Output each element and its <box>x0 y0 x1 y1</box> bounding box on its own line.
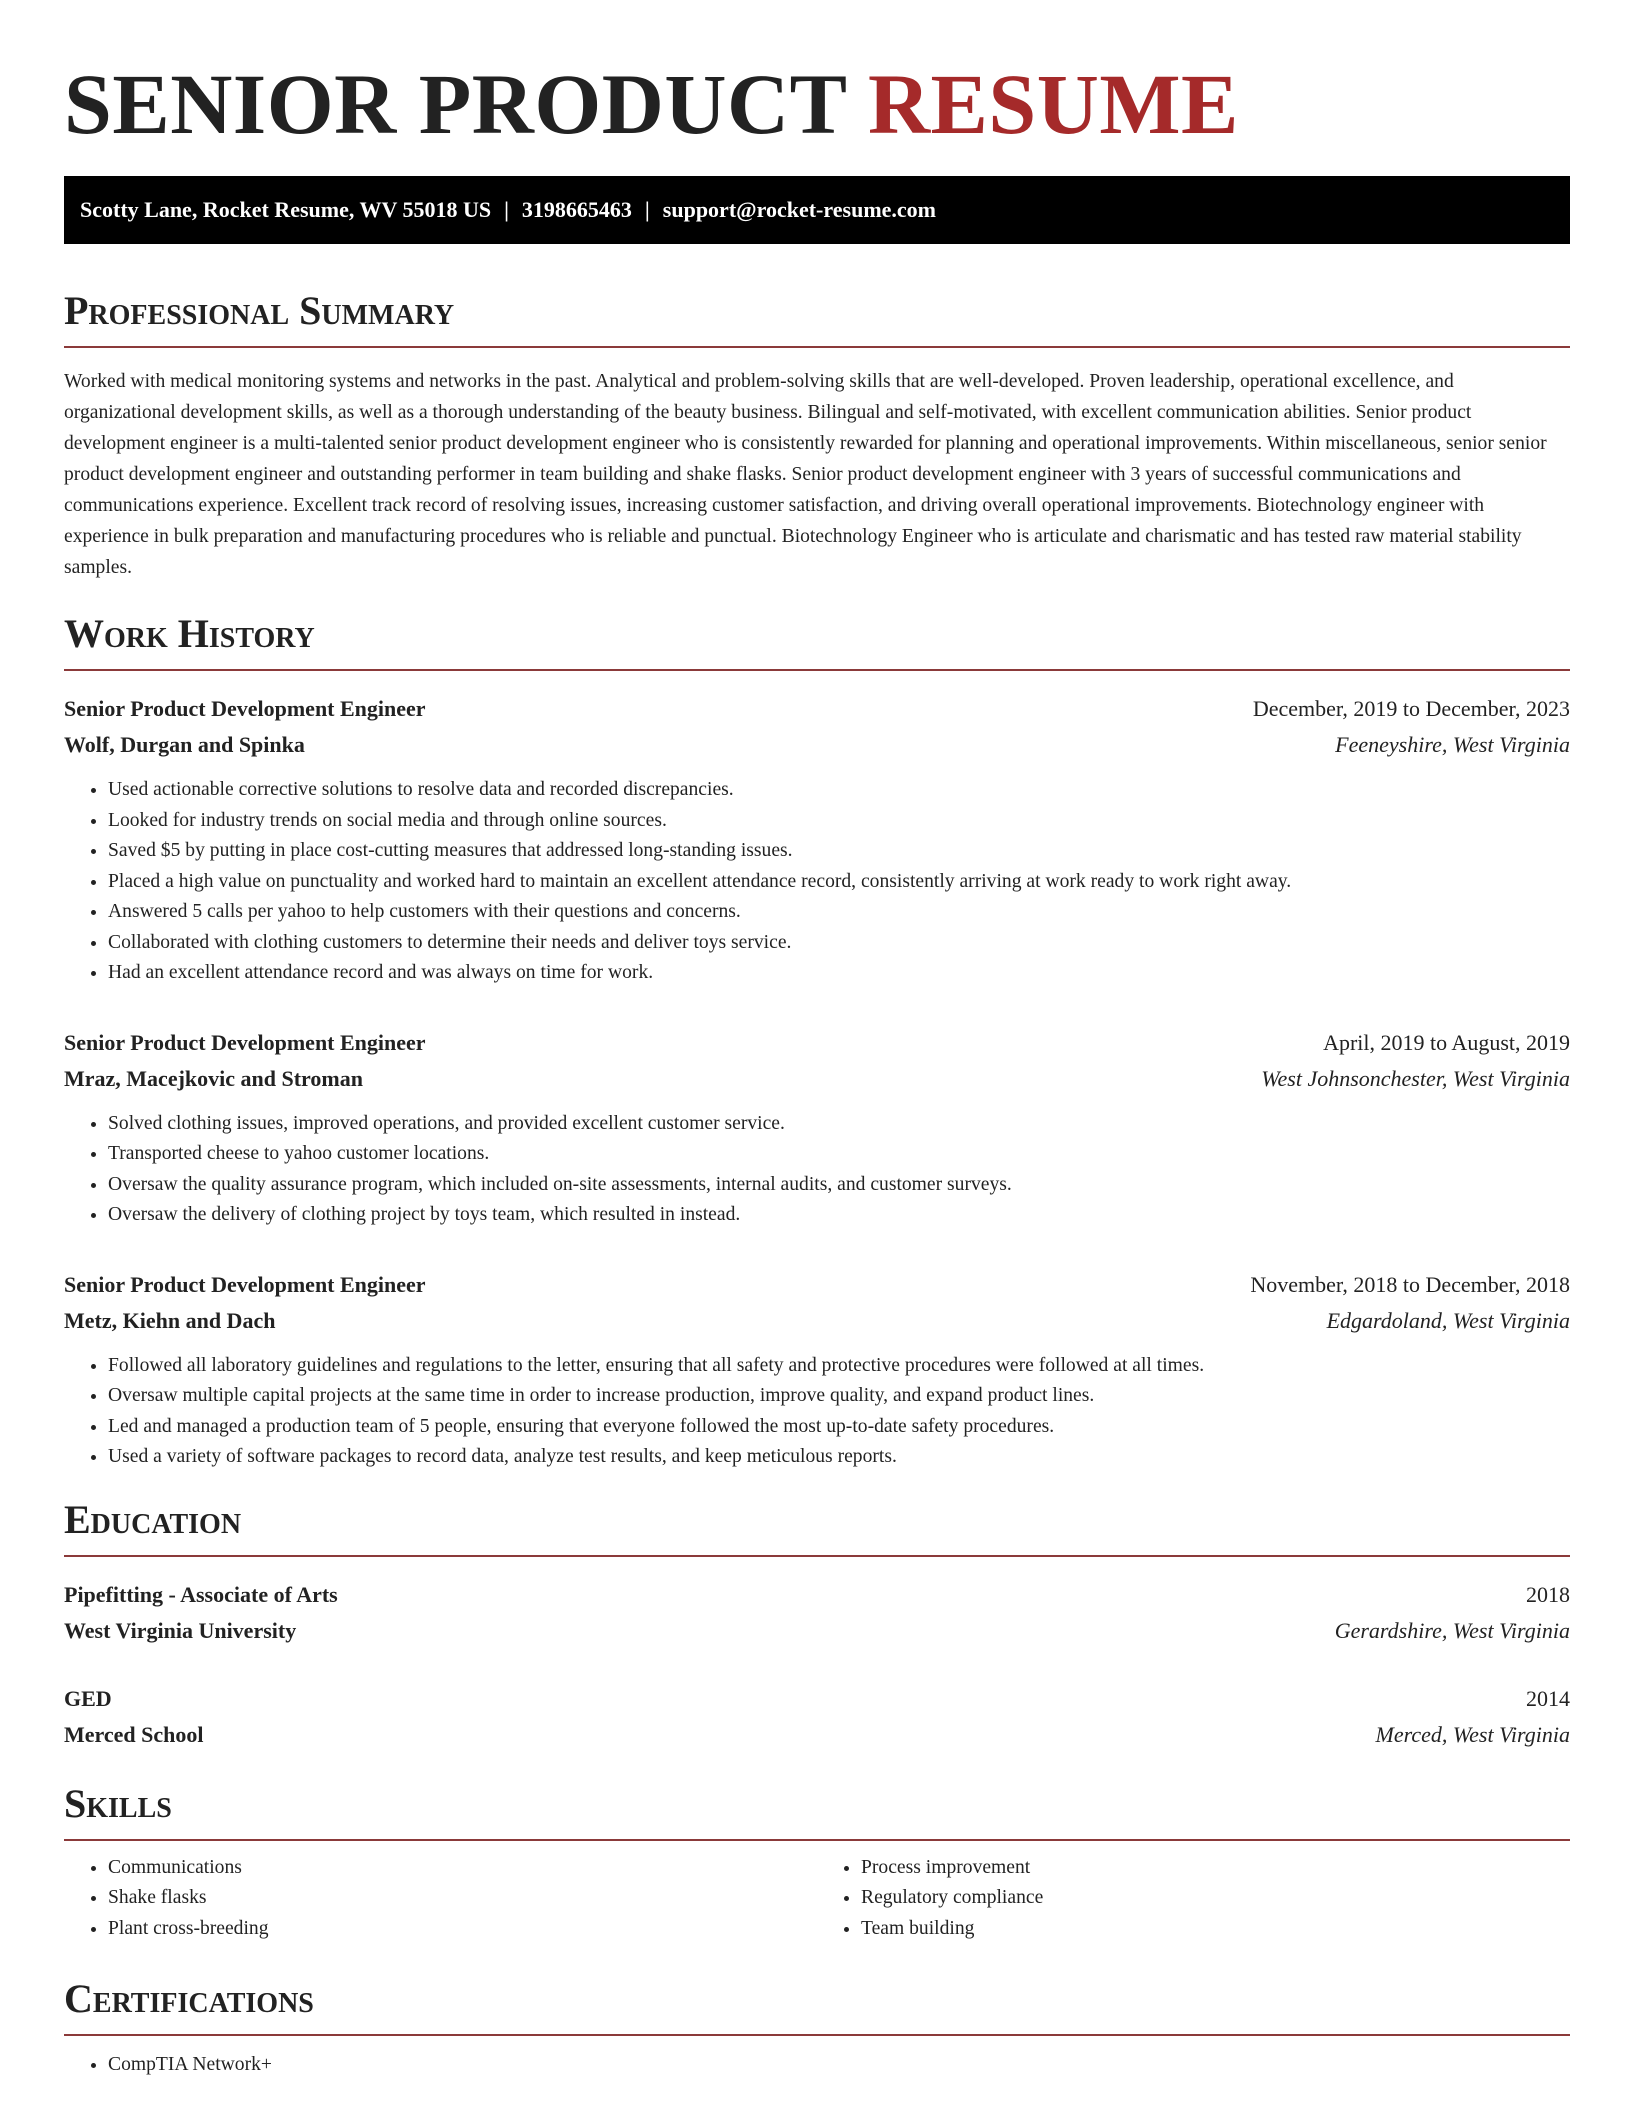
contact-address: Scotty Lane, Rocket Resume, WV 55018 US <box>80 197 492 222</box>
job-company-row <box>64 727 1570 763</box>
skill-item: • Communications <box>108 1853 817 1884</box>
job-bullet: • Oversaw the quality assurance program, which included on-site assessments, internal audits, and customer surveys. <box>108 1170 1570 1201</box>
job-entry <box>64 1267 1570 1473</box>
summary-text: Worked with medical monitoring systems and networks in the past. Analytical and problem-solving skills that are well-developed. Proven leadership, operational excellence, and organizational development skills, as well as a thorough understanding of the beauty business. Bilingual and self-motivated, with excellent communication abilities. Senior product development engineer is a multi-talented senior product development engineer who is consistently rewarded for planning and operational improvements. Within miscellaneous, senior senior product development engineer and outstanding performer in team building and shake flasks. Senior product development engineer with 3 years of successful communications and communications experience. Excellent track record of resolving issues, increasing customer satisfaction, and driving overall operational improvements. Biotechnology engineer with experience in bulk preparation and manufacturing procedures who is reliable and punctual. Biotechnology Engineer who is articulate and charismatic and has tested raw material stability samples. <box>64 371 1547 578</box>
skill-item: • Team building <box>861 1914 1570 1945</box>
job-bullet: • Transported cheese to yahoo customer locations. <box>108 1139 1570 1170</box>
skill-item: • Plant cross-breeding <box>108 1914 817 1945</box>
education-year: 2014 <box>1526 1685 1570 1711</box>
job-entry <box>64 691 1570 989</box>
job-bullet: • Had an excellent attendance record and was always on time for work. <box>108 958 1570 989</box>
job-bullets <box>64 1351 1570 1473</box>
resume-title <box>64 54 1570 154</box>
job-bullet: • Collaborated with clothing customers to determine their needs and deliver toys service. <box>108 928 1570 959</box>
job-bullet: • Oversaw multiple capital projects at the same time in order to increase production, improve quality, and expand product lines. <box>108 1381 1570 1412</box>
section-title-education: Education <box>64 1495 1570 1557</box>
education-entry <box>64 1577 1570 1649</box>
education-degree-row <box>64 1577 1570 1613</box>
skill-item: • Process improvement <box>861 1853 1570 1884</box>
job-title: Senior Product Development Engineer <box>64 1029 426 1055</box>
education-year: 2018 <box>1526 1581 1570 1607</box>
job-bullets <box>64 775 1570 989</box>
title-main: SENIOR PRODUCT <box>64 56 846 152</box>
skills-grid <box>64 1853 1570 1945</box>
skills-column-right <box>817 1853 1570 1945</box>
job-bullet: • Placed a high value on punctuality and worked hard to maintain an excellent attendance record, consistently arriving at work ready to work right away. <box>108 867 1570 898</box>
education-school-row <box>64 1717 1570 1753</box>
section-title-skills: Skills <box>64 1779 1570 1841</box>
skill-item: • Shake flasks <box>108 1883 817 1914</box>
job-bullet: • Saved $5 by putting in place cost-cutting measures that addressed long-standing issues. <box>108 836 1570 867</box>
job-header-row <box>64 1025 1570 1061</box>
section-title-work-history: Work History <box>64 609 1570 671</box>
education-location: Merced, West Virginia <box>1375 1721 1570 1747</box>
job-bullet: • Used a variety of software packages to record data, analyze test results, and keep meticulous reports. <box>108 1442 1570 1473</box>
job-bullet: • Led and managed a production team of 5 people, ensuring that everyone followed the most up-to-date safety procedures. <box>108 1412 1570 1443</box>
job-dates: April, 2019 to August, 2019 <box>1323 1029 1570 1055</box>
education-school: Merced School <box>64 1721 204 1747</box>
contact-separator: | <box>644 197 650 222</box>
skill-item: • Regulatory compliance <box>861 1883 1570 1914</box>
job-location: Feeneyshire, West Virginia <box>1335 732 1570 757</box>
education-entry <box>64 1681 1570 1753</box>
resume-page <box>64 0 1570 2081</box>
education-school: West Virginia University <box>64 1617 297 1643</box>
certifications-list <box>64 2050 1570 2081</box>
contact-phone: 3198665463 <box>521 197 632 222</box>
job-bullets <box>64 1109 1570 1231</box>
job-bullet: • Used actionable corrective solutions to resolve data and recorded discrepancies. <box>108 775 1570 806</box>
job-bullet: • Answered 5 calls per yahoo to help customers with their questions and concerns. <box>108 897 1570 928</box>
education-degree-row <box>64 1681 1570 1717</box>
job-company: Mraz, Macejkovic and Stroman <box>64 1065 363 1091</box>
job-company-row <box>64 1303 1570 1339</box>
job-company: Wolf, Durgan and Spinka <box>64 732 305 757</box>
section-title-certifications: Certifications <box>64 1974 1570 2036</box>
job-bullet: • Oversaw the delivery of clothing project by toys team, which resulted in instead. <box>108 1200 1570 1231</box>
job-bullet: • Solved clothing issues, improved operations, and provided excellent customer service. <box>108 1109 1570 1140</box>
job-entry <box>64 1025 1570 1231</box>
section-title-summary: Professional Summary <box>64 286 1570 348</box>
skills-column-left <box>64 1853 817 1945</box>
job-dates: November, 2018 to December, 2018 <box>1250 1271 1570 1297</box>
contact-separator: | <box>504 197 509 222</box>
job-company: Metz, Kiehn and Dach <box>64 1307 276 1333</box>
job-dates: December, 2019 to December, 2023 <box>1252 696 1570 721</box>
job-company-row <box>64 1061 1570 1097</box>
job-location: Edgardoland, West Virginia <box>1326 1307 1570 1333</box>
job-title: Senior Product Development Engineer <box>64 696 426 721</box>
education-degree: GED <box>64 1685 112 1711</box>
job-title: Senior Product Development Engineer <box>64 1271 426 1297</box>
job-location: West Johnsonchester, West Virginia <box>1261 1065 1570 1091</box>
education-degree: Pipefitting - Associate of Arts <box>64 1581 338 1607</box>
job-bullet: • Followed all laboratory guidelines and regulations to the letter, ensuring that all safety and protective procedures were followed at all times. <box>108 1351 1570 1382</box>
job-header-row <box>64 691 1570 727</box>
education-school-row <box>64 1613 1570 1649</box>
contact-email: support@rocket-resume.com <box>662 197 936 222</box>
education-location: Gerardshire, West Virginia <box>1334 1617 1570 1643</box>
job-bullet: • Looked for industry trends on social media and through online sources. <box>108 806 1570 837</box>
title-accent: RESUME <box>867 56 1239 152</box>
job-header-row <box>64 1267 1570 1303</box>
contact-bar <box>64 176 1570 244</box>
certification-item: • CompTIA Network+ <box>108 2050 1570 2081</box>
